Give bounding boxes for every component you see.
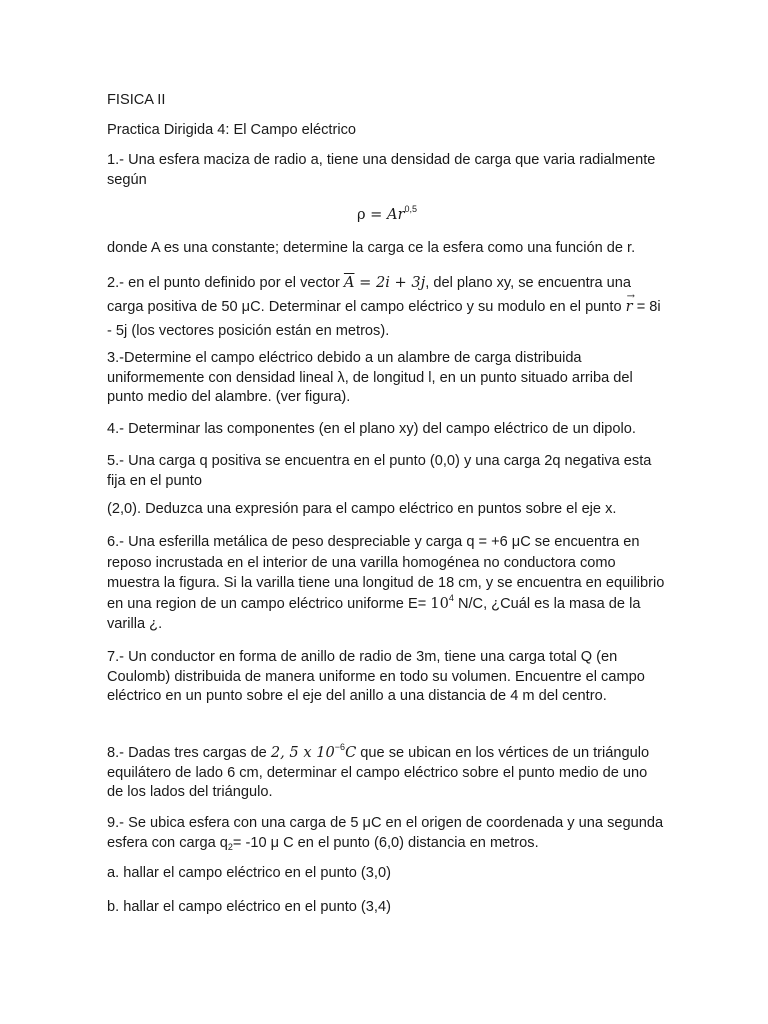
p8-part-b: que se ubican en los vértices de un triángulo equilátero de lado 6 cm, determinar el campo eléctrico sobre el punto medio de uno de los lados del triángulo. — [107, 745, 650, 801]
vector-r — [625, 291, 636, 319]
practice-title: Practica Dirigida 4: El Campo eléctrico — [107, 122, 356, 138]
problem-8-text — [107, 743, 667, 803]
vector-a-eq: = 2i + 3j — [354, 274, 426, 291]
problem-1-text: 1.- Una esfera maciza de radio a, tiene una densidad de carga que varia radialmente según — [107, 152, 656, 188]
eq-exponent: 0,5 — [404, 204, 418, 214]
problem-2-text — [107, 271, 667, 343]
vector-r-letter: r — [625, 298, 633, 315]
p6-part-b: N/C, ¿Cuál es la masa de la varilla ¿. — [107, 595, 641, 632]
problem-9a-text: a. hallar el campo eléctrico en el punto (3,0) — [107, 865, 391, 881]
p9-part-b: = -10 μ C en el punto (6,0) distancia en metros. — [232, 834, 539, 851]
p2-part-c: = 8i - 5j (los vectores posición están en metros). — [107, 299, 661, 339]
p6-part-a: 6.- Una esferilla metálica de peso despreciable y carga q = +6 μC se encuentra en reposo incrustada en el interior de una varilla homogénea no conductora como muestra la figura. Si la varilla tiene una longitud de 18 cm, y se encuentra en equilibrio en una region de un campo eléctrico uniforme E= — [107, 534, 665, 612]
problem-4-text: 4.- Determinar las componentes (en el plano xy) del campo eléctrico de un dipolo. — [107, 421, 636, 437]
p8-part-a: 8.- Dadas tres cargas de — [107, 745, 271, 761]
p6-base: 10 — [430, 594, 449, 612]
vector-a: $\overline{A}$ — [343, 274, 355, 291]
p8-value: 2, 5 x 10 — [270, 744, 335, 761]
p6-exponent: 4 — [448, 592, 454, 603]
problem-6-text — [107, 532, 667, 635]
p9-part-a: 9.- Se ubica esfera con una carga de 5 μC en el origen de coordenada y una segunda esfera con carga q — [107, 815, 664, 851]
problem-5-continued: (2,0). Deduzca una expresión para el campo eléctrico en puntos sobre el eje x. — [107, 501, 617, 517]
problem-7-text: 7.- Un conductor en forma de anillo de radio de 3m, tiene una carga total Q (en Coulomb) distribuida de manera uniforme en todo su volumen. Encuentre el campo eléctrico en un punto sobre el eje del anillo a una distancia de 4 m del centro. — [107, 649, 645, 705]
p2-part-b: , del plano xy, se encuentra una carga positiva de 50 μC. Determinar el campo eléctrico y su modulo en el punto — [107, 275, 632, 315]
problem-9b-text: b. hallar el campo eléctrico en el punto (3,4) — [107, 899, 391, 915]
problem-3-text: 3.-Determine el campo eléctrico debido a un alambre de carga distribuida uniformemente con densidad lineal λ, de longitud l, en un punto situado arriba del punto medio del alambre. (ver figura). — [107, 350, 633, 406]
eq-var: Ar — [387, 206, 405, 223]
problem-1-after: donde A es una constante; determine la carga ce la esfera como una función de r. — [107, 240, 636, 256]
p8-unit: C — [345, 744, 357, 761]
course-heading: FISICA II — [107, 92, 166, 108]
p8-exponent: −6 — [334, 742, 346, 752]
p9-subscript: 2 — [227, 841, 233, 852]
vector-arrow: → — [626, 291, 636, 302]
p2-part-a: 2.- en el punto definido por el vector — [107, 275, 344, 291]
problem-5-text: 5.- Una carga q positiva se encuentra en el punto (0,0) y una carga 2q negativa esta fija en el punto — [107, 453, 652, 489]
problem-9-text — [107, 814, 667, 853]
eq-lhs: ρ = — [356, 206, 388, 223]
problem-1-equation — [107, 205, 667, 226]
